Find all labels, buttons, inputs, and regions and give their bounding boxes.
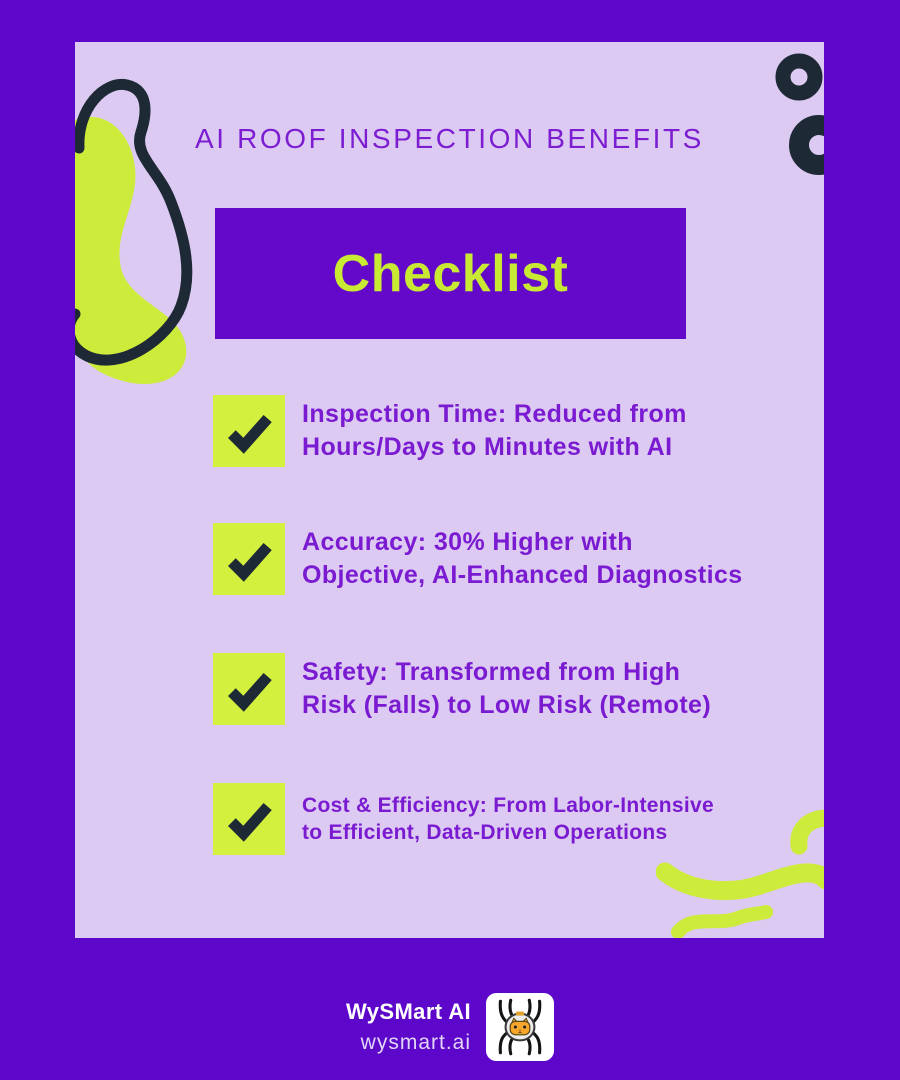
checkbox [213,395,285,467]
list-item-text [302,792,714,846]
list-item-text [302,656,711,722]
page-title: AI ROOF INSPECTION BENEFITS [195,123,704,154]
footer [0,993,900,1061]
list-item-line: Cost & Efficiency: From Labor-Intensive [302,794,714,817]
robot-mascot-icon [486,993,554,1061]
list-item [213,395,687,467]
list-item [213,653,711,725]
brand-website: wysmart.ai [360,1031,472,1054]
list-item-line: to Efficient, Data-Driven Operations [302,821,668,844]
list-item-line: Inspection Time: Reduced from [302,400,687,428]
check-icon [221,403,277,459]
list-item-text [302,526,743,592]
brand-block [346,999,471,1055]
poster-card [75,42,824,938]
checkbox [213,523,285,595]
checkbox [213,783,285,855]
list-item [213,523,743,595]
banner-title: Checklist [332,244,569,303]
check-icon [221,531,277,587]
list-item-line: Objective, AI-Enhanced Diagnostics [302,561,743,589]
checkbox [213,653,285,725]
checklist-banner [215,208,686,339]
list-item-line: Safety: Transformed from High [302,658,681,686]
list-item [213,783,714,855]
check-icon [221,791,277,847]
list-item-line: Hours/Days to Minutes with AI [302,433,673,461]
brand-name: WySMart AI [345,999,472,1024]
list-item-text [302,398,687,464]
check-icon [221,661,277,717]
list-item-line: Accuracy: 30% Higher with [302,528,633,556]
list-item-line: Risk (Falls) to Low Risk (Remote) [302,691,712,719]
